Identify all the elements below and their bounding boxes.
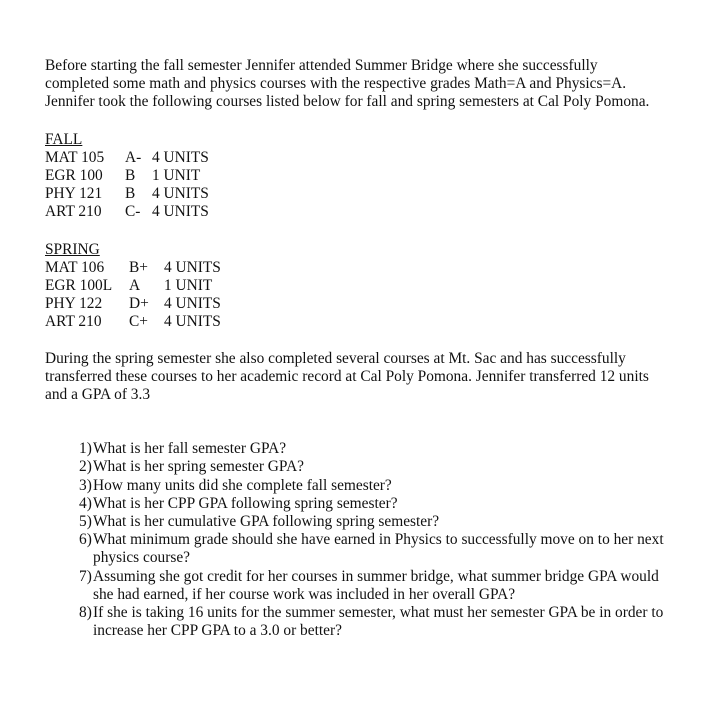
question-text: What is her spring semester GPA? — [93, 458, 305, 476]
question-text: How many units did she complete fall semester? — [93, 476, 392, 494]
course-units: 4 UNITS — [152, 148, 209, 166]
list-item — [45, 477, 665, 495]
course-code: ART 210 — [45, 203, 102, 221]
spring-title: SPRING — [45, 240, 100, 258]
list-item — [45, 458, 665, 476]
course-grade: B+ — [129, 258, 148, 276]
table-row — [45, 295, 221, 313]
question-text: What is her fall semester GPA? — [93, 440, 287, 458]
question-text: What is her CPP GPA following spring semester? — [93, 494, 398, 512]
list-item — [45, 513, 665, 531]
fall-title: FALL — [45, 130, 83, 148]
question-text: If she is taking 16 units for the summer semester, what must her semester GPA be in order to increase her CPP GPA to a 3.0 or better? — [93, 604, 664, 640]
spring-course-table — [45, 259, 221, 332]
question-number: 2) — [79, 458, 92, 476]
table-row — [45, 277, 221, 295]
question-number: 1) — [79, 440, 92, 458]
list-item — [45, 440, 665, 458]
course-units: 1 UNIT — [152, 167, 201, 185]
question-number: 4) — [79, 494, 92, 512]
transfer-paragraph: During the spring semester she also completed several courses at Mt. Sac and has successfully transferred these courses to her academic record at Cal Poly Pomona. Jennifer transferred 12 units and a GPA of 3.3 — [45, 349, 649, 404]
course-grade: B — [125, 167, 136, 185]
table-row — [45, 259, 221, 277]
course-grade: B — [125, 185, 136, 203]
list-item — [45, 568, 665, 604]
course-units: 4 UNITS — [164, 313, 221, 331]
question-number: 7) — [79, 567, 92, 585]
list-item — [45, 495, 665, 513]
question-number: 5) — [79, 513, 92, 531]
course-grade: A- — [125, 148, 142, 166]
intro-paragraph: Before starting the fall semester Jennifer attended Summer Bridge where she successfully completed some math and physics courses with the respective grades Math=A and Physics=A. Jennifer took the following courses listed below for fall and spring semesters at Cal Poly Pomona. — [45, 57, 650, 111]
question-number: 3) — [79, 476, 92, 494]
course-units: 4 UNITS — [164, 295, 221, 313]
list-item — [45, 604, 665, 640]
table-row — [45, 203, 209, 221]
course-grade: D+ — [129, 295, 149, 313]
fall-course-table — [45, 149, 209, 222]
question-text: What minimum grade should she have earned in Physics to successfully move on to her next physics course? — [93, 531, 664, 567]
course-code: PHY 122 — [45, 295, 103, 313]
course-grade: A — [129, 277, 141, 295]
course-units: 4 UNITS — [152, 185, 209, 203]
course-code: MAT 106 — [45, 258, 105, 276]
course-grade: C- — [125, 203, 141, 221]
course-code: ART 210 — [45, 313, 102, 331]
table-row — [45, 149, 209, 167]
question-number: 8) — [79, 604, 92, 622]
course-code: PHY 121 — [45, 185, 103, 203]
document-page — [45, 57, 665, 640]
course-code: EGR 100L — [45, 277, 113, 295]
question-number: 6) — [79, 531, 92, 549]
course-units: 1 UNIT — [164, 277, 213, 295]
table-row — [45, 185, 209, 203]
course-code: MAT 105 — [45, 148, 105, 166]
list-item — [45, 531, 665, 567]
course-units: 4 UNITS — [152, 203, 209, 221]
table-row — [45, 313, 221, 331]
course-code: EGR 100 — [45, 167, 103, 185]
question-list — [45, 440, 665, 640]
course-grade: C+ — [129, 313, 148, 331]
table-row — [45, 167, 209, 185]
course-units: 4 UNITS — [164, 258, 221, 276]
question-text: What is her cumulative GPA following spring semester? — [93, 513, 440, 531]
question-text: Assuming she got credit for her courses in summer bridge, what summer bridge GPA would she had earned, if her course work was included in her overall GPA? — [93, 567, 659, 603]
